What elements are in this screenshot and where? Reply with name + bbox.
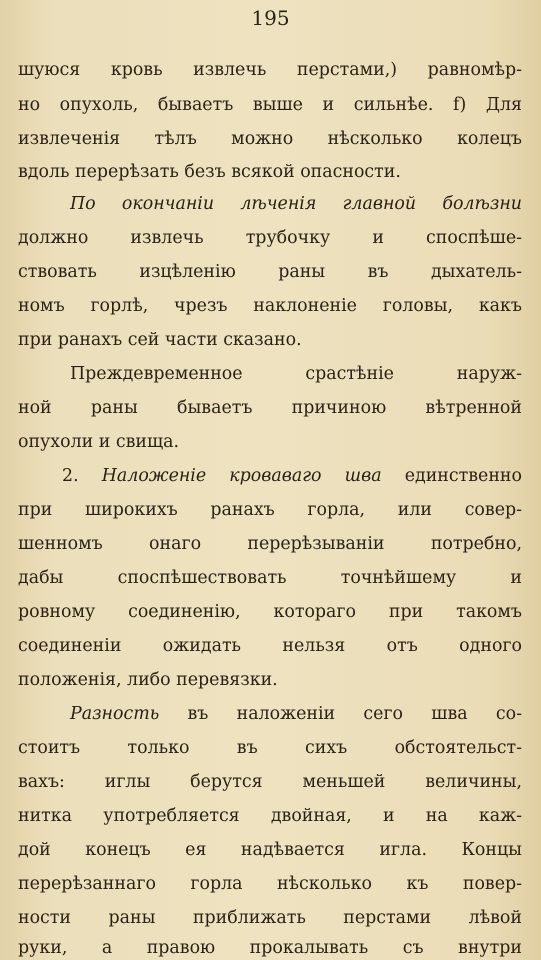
italic-lead-line: По окончаніи лѣченія главной болѣзни [70,194,522,214]
text-line: руки, а правою прокалывать съ внутри [18,938,522,958]
numbered-lead-line [62,466,522,486]
italic-lead-line [70,704,522,724]
text-line: при широкихъ ранахъ горла, или совер- [18,500,522,520]
italic-lead: Разность [70,704,160,724]
lead-rest: единственно [404,466,522,486]
text-line: Преждевременное срастѣніе наруж- [70,364,522,384]
text-line: но опухоль, бываетъ выше и сильнѣе. f) Для [18,95,522,115]
item-number: 2. [62,466,79,486]
lead-rest: въ наложеніи сего шва со- [187,704,522,724]
text-line: вахъ: иглы берутся меньшей величины, [18,772,522,792]
text-line: ной раны бываетъ причиною вѣтренной [18,398,522,418]
text-line: вдоль перерѣзать безъ всякой опасности. [18,162,401,182]
text-line: при ранахъ сей части сказано. [18,330,302,350]
text-line: положенія, либо перевязки. [18,670,278,690]
text-line: ности раны приближать перстами лѣвой [18,908,522,928]
text-line: номъ горлѣ, чрезъ наклоненіе головы, какъ [18,296,522,316]
italic-lead: Наложеніе кровавагo шва [101,466,382,486]
text-line: стоитъ только въ сихъ обстоятельст- [18,738,522,758]
text-line: дой конецъ ея надѣвается игла. Концы [18,840,522,860]
text-line: соединеніи ожидать нельзя отъ одного [18,636,522,656]
text-line: перерѣзаннаго горла нѣсколько къ повер- [18,874,522,894]
text-line: шенномъ онаго перерѣзываніи потребно, [18,534,522,554]
text-line: должно извлечь трубочку и споспѣше- [18,228,522,248]
text-line: ровному соединенію, котораго при такомъ [18,602,522,622]
text-line: извлеченія тѣлъ можно нѣсколько колецъ [18,129,522,149]
text-line: дабы споспѣшествовать точнѣйшему и [18,568,522,588]
page-number: 195 [251,6,290,30]
text-line: опухоли и свища. [18,432,180,452]
text-line: ствовать изцѣленію раны въ дыхатель- [18,262,522,282]
text-line: шуюся кровь извлечь перстами,) равномѣр- [18,60,522,80]
text-line: нитка употребляется двойная, и на каж- [18,806,522,826]
